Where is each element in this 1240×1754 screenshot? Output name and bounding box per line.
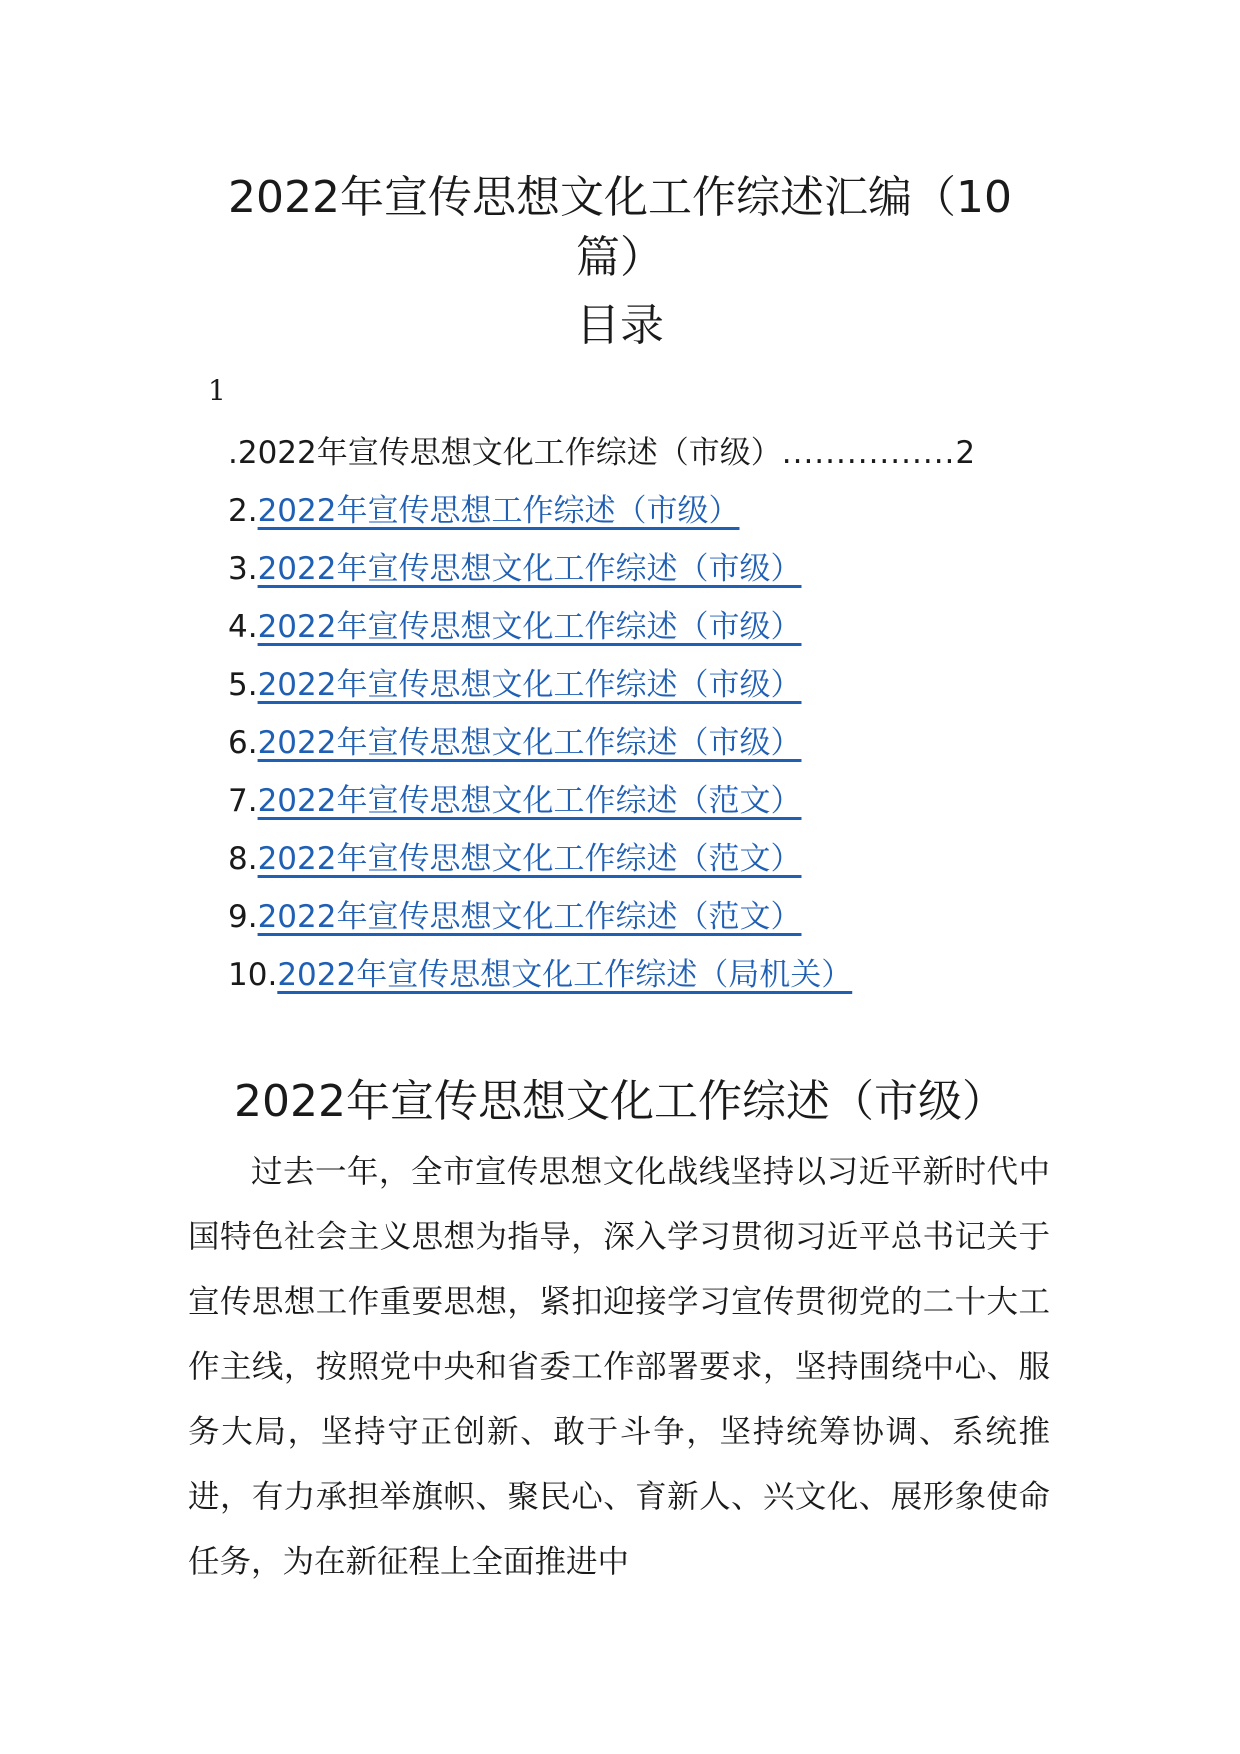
toc-item-number: 4.	[228, 609, 258, 645]
toc-item-number: 10.	[228, 957, 278, 993]
toc-link-6[interactable]: 2022年宣传思想文化工作综述（市级）	[257, 725, 802, 761]
toc-leader-dots: ................	[781, 435, 956, 471]
toc-item-1-page: 2	[955, 435, 976, 471]
toc-link-5[interactable]: 2022年宣传思想文化工作综述（市级）	[257, 667, 802, 703]
toc-heading: 目录	[576, 300, 664, 351]
toc-item-4	[228, 602, 801, 652]
toc-item-7	[228, 776, 801, 826]
toc-item-5	[228, 660, 801, 710]
toc-item-number: 9.	[228, 899, 258, 935]
page-marker: 1	[208, 374, 226, 407]
toc-item-3	[228, 544, 801, 594]
toc-link-8[interactable]: 2022年宣传思想文化工作综述（范文）	[257, 841, 802, 877]
toc-item-8	[228, 834, 801, 884]
toc-item-number: 8.	[228, 841, 258, 877]
toc-item-1-title: .2022年宣传思想文化工作综述（市级）	[228, 435, 782, 471]
toc-item-2	[228, 486, 739, 536]
toc-item-number: 2.	[228, 493, 258, 529]
toc-item-9	[228, 892, 801, 942]
toc-item-number: 5.	[228, 667, 258, 703]
toc-item-number: 6.	[228, 725, 258, 761]
toc-link-4[interactable]: 2022年宣传思想文化工作综述（市级）	[257, 609, 802, 645]
toc-item-number: 3.	[228, 551, 258, 587]
toc-item-number: 7.	[228, 783, 258, 819]
body-paragraph: 过去一年，全市宣传思想文化战线坚持以习近平新时代中国特色社会主义思想为指导，深入学习贯彻习近平总书记关于宣传思想工作重要思想，紧扣迎接学习宣传贯彻党的二十大工作主线，按照党中央和省委工作部署要求，坚持围绕中心、服务大局，坚持守正创新、敢于斗争，坚持统筹协调、系统推进，有力承担举旗帜、聚民心、育新人、兴文化、展形象使命任务，为在新征程上全面推进中	[188, 1154, 1050, 1580]
toc-item-6	[228, 718, 801, 768]
document-title-line2: 篇）	[576, 232, 664, 283]
toc-link-7[interactable]: 2022年宣传思想文化工作综述（范文）	[257, 783, 802, 819]
document-title-line1: 2022年宣传思想文化工作综述汇编（10	[228, 172, 1012, 223]
toc-item-1[interactable]	[228, 428, 1028, 478]
toc-item-10	[228, 950, 852, 1000]
toc-link-2[interactable]: 2022年宣传思想工作综述（市级）	[257, 493, 740, 529]
section-title: 2022年宣传思想文化工作综述（市级）	[234, 1076, 1006, 1127]
toc-link-3[interactable]: 2022年宣传思想文化工作综述（市级）	[257, 551, 802, 587]
toc-link-10[interactable]: 2022年宣传思想文化工作综述（局机关）	[277, 957, 853, 993]
toc-link-9[interactable]: 2022年宣传思想文化工作综述（范文）	[257, 899, 802, 935]
